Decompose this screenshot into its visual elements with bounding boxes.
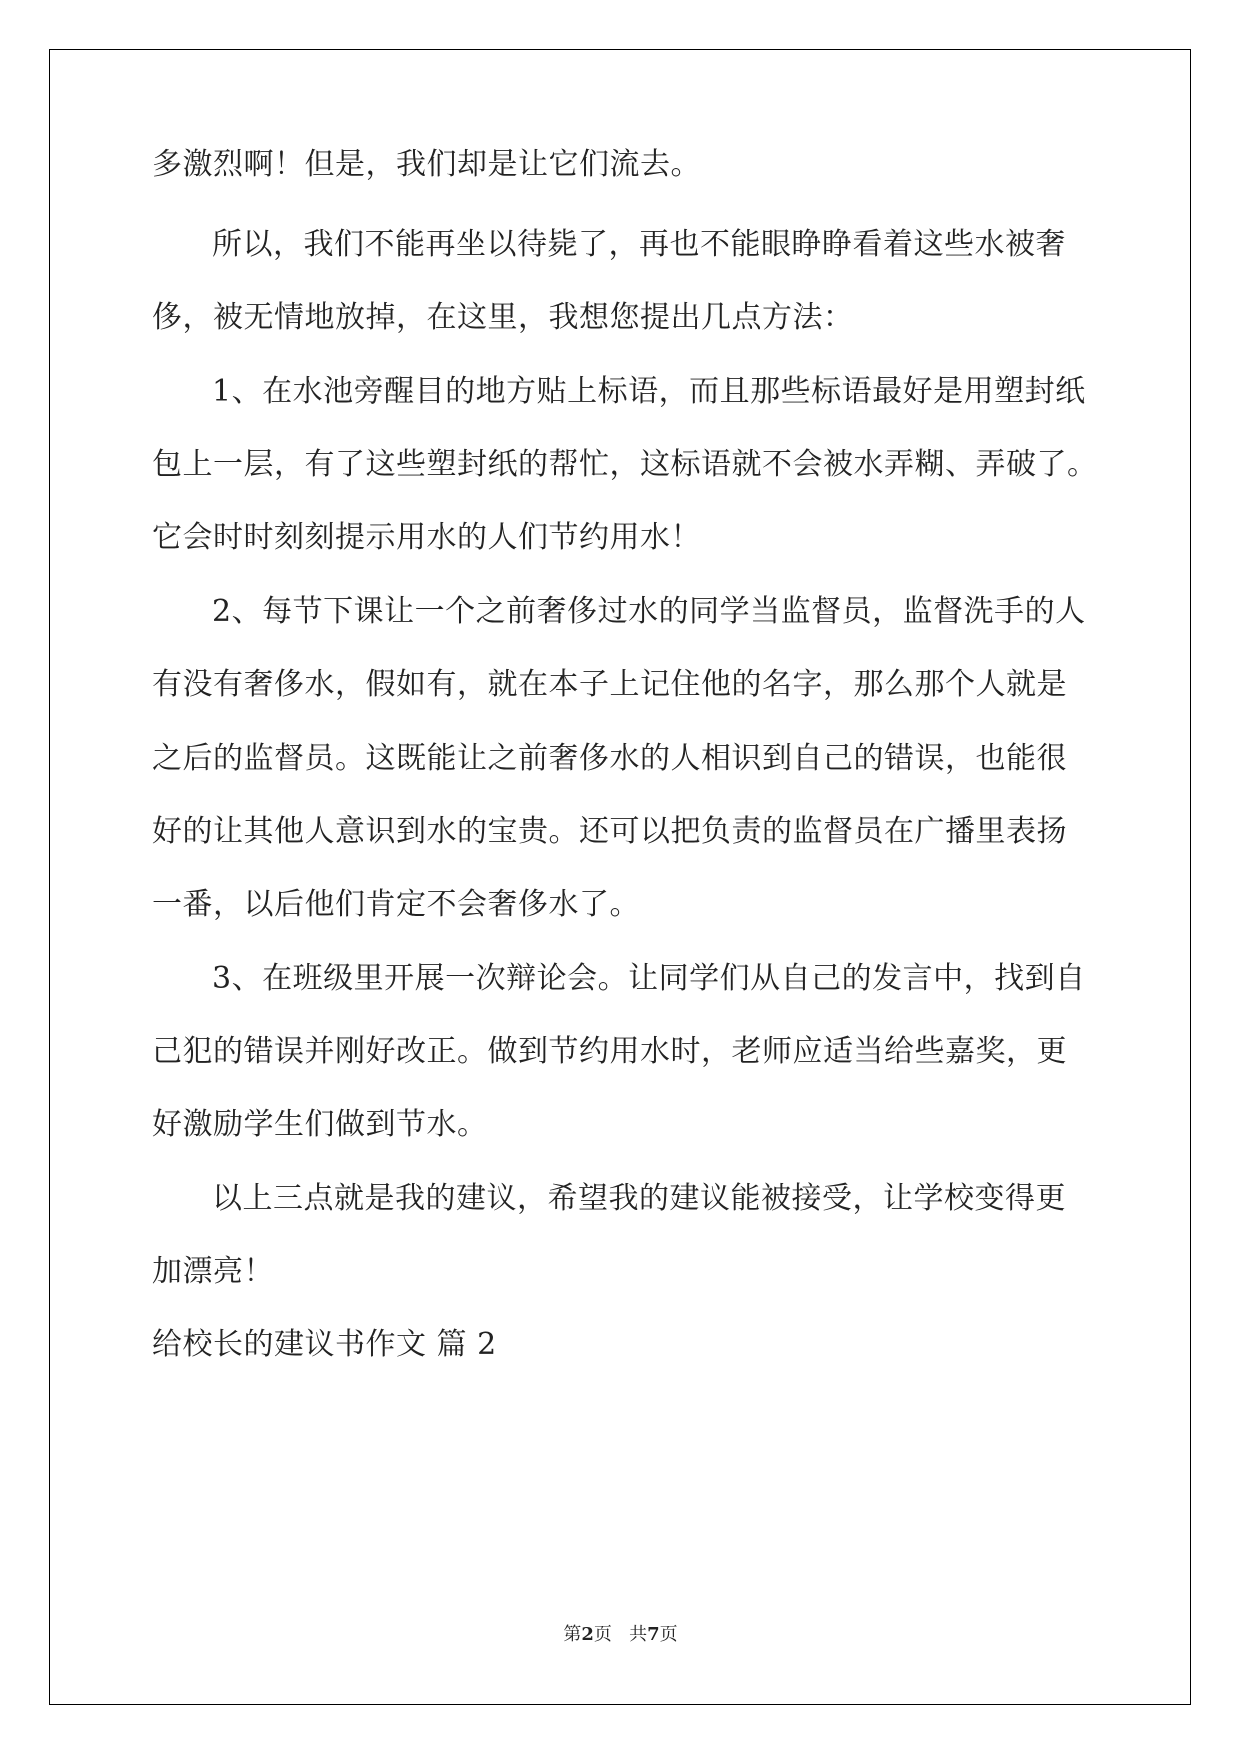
text-line: 包上一层，有了这些塑封纸的帮忙，这标语就不会被水弄糊、弄破了。 [152,447,1098,482]
text-line: 加漂亮！ [152,1254,274,1289]
section-heading: 给校长的建议书作文 篇 2 [152,1327,497,1362]
text-line: 己犯的错误并刚好改正。做到节约用水时，老师应适当给些嘉奖，更 [152,1034,1067,1069]
page-suffix: 页 [593,1624,612,1645]
text-line: 侈，被无情地放掉，在这里，我想您提出几点方法： [152,300,854,335]
page-footer [0,1624,1241,1646]
text-line: 好的让其他人意识到水的宝贵。还可以把负责的监督员在广播里表扬 [152,814,1067,849]
page-number: 2 [581,1624,594,1645]
text-line: 多激烈啊！但是，我们却是让它们流去。 [152,147,701,182]
total-prefix: 共 [629,1624,648,1645]
text-line: 3、在班级里开展一次辩论会。让同学们从自己的发言中，找到自 [212,961,1086,996]
total-suffix: 页 [659,1624,678,1645]
text-line: 它会时时刻刻提示用水的人们节约用水！ [152,520,701,555]
text-line: 好激励学生们做到节水。 [152,1107,488,1142]
page-border [49,49,1191,1705]
text-line: 2、每节下课让一个之前奢侈过水的同学当监督员，监督洗手的人 [212,594,1086,629]
page-prefix: 第 [563,1624,582,1645]
text-line: 一番，以后他们肯定不会奢侈水了。 [152,887,640,922]
text-line: 所以，我们不能再坐以待毙了，再也不能眼睁睁看着这些水被奢 [212,227,1066,262]
text-line: 之后的监督员。这既能让之前奢侈水的人相识到自己的错误，也能很 [152,741,1067,776]
text-line: 1、在水池旁醒目的地方贴上标语，而且那些标语最好是用塑封纸 [212,374,1086,409]
total-pages: 7 [647,1624,660,1645]
text-line: 以上三点就是我的建议，希望我的建议能被接受，让学校变得更 [212,1181,1066,1216]
text-line: 有没有奢侈水，假如有，就在本子上记住他的名字，那么那个人就是 [152,667,1067,702]
